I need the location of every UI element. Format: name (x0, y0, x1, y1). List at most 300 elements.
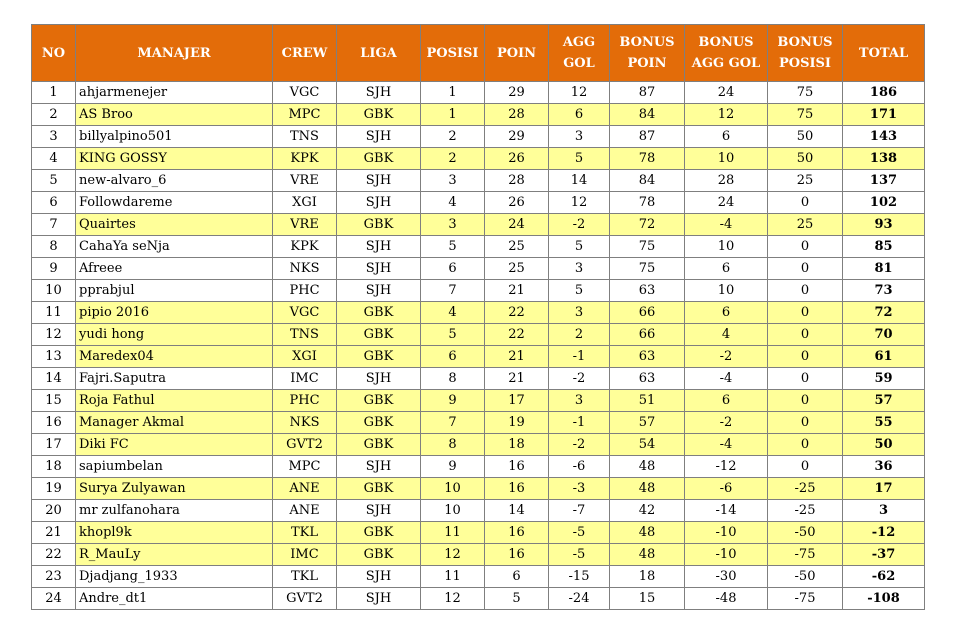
cell-posisi: 1 (421, 104, 485, 126)
header-manajer: MANAJER (76, 25, 273, 82)
cell-total: 73 (843, 280, 925, 302)
cell-bonus-agg-gol: 6 (685, 258, 768, 280)
cell-no: 21 (32, 522, 76, 544)
table-row (32, 544, 925, 566)
cell-agg-gol: -2 (549, 434, 610, 456)
header-total: TOTAL (843, 25, 925, 82)
cell-manajer: mr zulfanohara (76, 500, 273, 522)
cell-total: 57 (843, 390, 925, 412)
cell-total: 137 (843, 170, 925, 192)
table-row (32, 478, 925, 500)
cell-bonus-agg-gol: 24 (685, 82, 768, 104)
cell-agg-gol: 5 (549, 236, 610, 258)
cell-manajer: Roja Fathul (76, 390, 273, 412)
cell-poin: 21 (485, 346, 549, 368)
cell-crew: VGC (273, 82, 337, 104)
cell-total: 171 (843, 104, 925, 126)
cell-no: 1 (32, 82, 76, 104)
cell-agg-gol: 12 (549, 82, 610, 104)
cell-bonus-poin: 78 (610, 192, 685, 214)
cell-agg-gol: -2 (549, 368, 610, 390)
cell-bonus-poin: 63 (610, 280, 685, 302)
cell-liga: GBK (337, 544, 421, 566)
cell-no: 13 (32, 346, 76, 368)
table-row (32, 346, 925, 368)
cell-bonus-posisi: 0 (768, 346, 843, 368)
cell-posisi: 7 (421, 280, 485, 302)
header-posisi: POSISI (421, 25, 485, 82)
table-row (32, 82, 925, 104)
cell-liga: GBK (337, 412, 421, 434)
cell-crew: TNS (273, 126, 337, 148)
cell-liga: SJH (337, 192, 421, 214)
cell-liga: GBK (337, 434, 421, 456)
cell-liga: SJH (337, 126, 421, 148)
cell-poin: 16 (485, 478, 549, 500)
cell-agg-gol: 6 (549, 104, 610, 126)
cell-bonus-agg-gol: -10 (685, 544, 768, 566)
header-liga: LIGA (337, 25, 421, 82)
cell-poin: 26 (485, 148, 549, 170)
cell-manajer: Andre_dt1 (76, 588, 273, 610)
cell-bonus-poin: 78 (610, 148, 685, 170)
cell-bonus-posisi: 0 (768, 302, 843, 324)
cell-agg-gol: -3 (549, 478, 610, 500)
cell-agg-gol: 3 (549, 258, 610, 280)
cell-poin: 29 (485, 82, 549, 104)
cell-bonus-poin: 48 (610, 478, 685, 500)
cell-manajer: new-alvaro_6 (76, 170, 273, 192)
cell-bonus-poin: 48 (610, 522, 685, 544)
cell-total: 55 (843, 412, 925, 434)
cell-poin: 6 (485, 566, 549, 588)
cell-crew: GVT2 (273, 434, 337, 456)
cell-poin: 26 (485, 192, 549, 214)
cell-bonus-posisi: 0 (768, 412, 843, 434)
table-row (32, 236, 925, 258)
header-crew: CREW (273, 25, 337, 82)
cell-manajer: pprabjul (76, 280, 273, 302)
cell-bonus-posisi: -75 (768, 544, 843, 566)
cell-bonus-posisi: -50 (768, 566, 843, 588)
cell-liga: SJH (337, 258, 421, 280)
cell-bonus-posisi: -50 (768, 522, 843, 544)
cell-bonus-posisi: 0 (768, 236, 843, 258)
cell-no: 6 (32, 192, 76, 214)
cell-agg-gol: -5 (549, 544, 610, 566)
cell-crew: TKL (273, 566, 337, 588)
table-row (32, 500, 925, 522)
cell-poin: 21 (485, 368, 549, 390)
cell-posisi: 5 (421, 324, 485, 346)
cell-posisi: 5 (421, 236, 485, 258)
cell-liga: GBK (337, 324, 421, 346)
cell-agg-gol: -1 (549, 346, 610, 368)
cell-total: 36 (843, 456, 925, 478)
cell-poin: 17 (485, 390, 549, 412)
cell-posisi: 6 (421, 258, 485, 280)
cell-crew: KPK (273, 148, 337, 170)
cell-liga: SJH (337, 566, 421, 588)
header-no: NO (32, 25, 76, 82)
table-row (32, 214, 925, 236)
cell-bonus-agg-gol: -2 (685, 346, 768, 368)
cell-agg-gol: -1 (549, 412, 610, 434)
cell-bonus-poin: 75 (610, 236, 685, 258)
cell-manajer: Followdareme (76, 192, 273, 214)
cell-agg-gol: 14 (549, 170, 610, 192)
cell-crew: ANE (273, 478, 337, 500)
cell-bonus-posisi: 25 (768, 214, 843, 236)
cell-posisi: 11 (421, 522, 485, 544)
cell-crew: MPC (273, 456, 337, 478)
cell-total: 50 (843, 434, 925, 456)
cell-manajer: Diki FC (76, 434, 273, 456)
cell-bonus-posisi: 0 (768, 390, 843, 412)
cell-liga: SJH (337, 82, 421, 104)
table-row (32, 324, 925, 346)
cell-total: 93 (843, 214, 925, 236)
cell-no: 5 (32, 170, 76, 192)
cell-bonus-agg-gol: -48 (685, 588, 768, 610)
cell-poin: 22 (485, 302, 549, 324)
cell-poin: 29 (485, 126, 549, 148)
cell-agg-gol: 12 (549, 192, 610, 214)
cell-poin: 19 (485, 412, 549, 434)
cell-total: 138 (843, 148, 925, 170)
table-row (32, 126, 925, 148)
cell-manajer: Manager Akmal (76, 412, 273, 434)
cell-no: 17 (32, 434, 76, 456)
cell-no: 8 (32, 236, 76, 258)
cell-bonus-posisi: 0 (768, 258, 843, 280)
cell-bonus-posisi: 0 (768, 456, 843, 478)
cell-posisi: 11 (421, 566, 485, 588)
table-body (32, 82, 925, 610)
header-poin: POIN (485, 25, 549, 82)
cell-bonus-poin: 66 (610, 324, 685, 346)
cell-bonus-agg-gol: -4 (685, 368, 768, 390)
cell-poin: 21 (485, 280, 549, 302)
cell-poin: 16 (485, 544, 549, 566)
cell-agg-gol: 3 (549, 390, 610, 412)
cell-bonus-posisi: 0 (768, 434, 843, 456)
table-row (32, 192, 925, 214)
cell-no: 16 (32, 412, 76, 434)
cell-total: 143 (843, 126, 925, 148)
table-row (32, 148, 925, 170)
cell-bonus-agg-gol: 12 (685, 104, 768, 126)
cell-crew: NKS (273, 412, 337, 434)
cell-total: 72 (843, 302, 925, 324)
cell-posisi: 3 (421, 170, 485, 192)
standings-table (31, 24, 925, 610)
cell-agg-gol: 5 (549, 280, 610, 302)
cell-bonus-poin: 57 (610, 412, 685, 434)
cell-bonus-agg-gol: -6 (685, 478, 768, 500)
cell-liga: GBK (337, 522, 421, 544)
cell-no: 9 (32, 258, 76, 280)
cell-manajer: Quairtes (76, 214, 273, 236)
table-row (32, 390, 925, 412)
cell-posisi: 9 (421, 456, 485, 478)
cell-liga: GBK (337, 148, 421, 170)
cell-crew: XGI (273, 346, 337, 368)
table-row (32, 302, 925, 324)
cell-bonus-posisi: 25 (768, 170, 843, 192)
cell-crew: VRE (273, 170, 337, 192)
cell-total: -37 (843, 544, 925, 566)
cell-bonus-agg-gol: -2 (685, 412, 768, 434)
cell-bonus-agg-gol: 6 (685, 390, 768, 412)
cell-poin: 14 (485, 500, 549, 522)
cell-agg-gol: 3 (549, 302, 610, 324)
cell-liga: GBK (337, 302, 421, 324)
cell-bonus-agg-gol: 4 (685, 324, 768, 346)
cell-crew: KPK (273, 236, 337, 258)
cell-bonus-posisi: 0 (768, 280, 843, 302)
cell-crew: NKS (273, 258, 337, 280)
cell-bonus-agg-gol: -4 (685, 214, 768, 236)
cell-liga: GBK (337, 390, 421, 412)
cell-total: 81 (843, 258, 925, 280)
cell-agg-gol: -5 (549, 522, 610, 544)
table-row (32, 280, 925, 302)
cell-posisi: 2 (421, 126, 485, 148)
cell-liga: SJH (337, 368, 421, 390)
cell-bonus-agg-gol: 10 (685, 148, 768, 170)
cell-crew: GVT2 (273, 588, 337, 610)
cell-bonus-poin: 75 (610, 258, 685, 280)
cell-bonus-posisi: -25 (768, 478, 843, 500)
cell-manajer: sapiumbelan (76, 456, 273, 478)
cell-no: 7 (32, 214, 76, 236)
cell-no: 2 (32, 104, 76, 126)
cell-bonus-agg-gol: -12 (685, 456, 768, 478)
cell-poin: 25 (485, 258, 549, 280)
cell-total: 102 (843, 192, 925, 214)
table-row (32, 456, 925, 478)
cell-manajer: Djadjang_1933 (76, 566, 273, 588)
cell-poin: 28 (485, 104, 549, 126)
cell-bonus-poin: 54 (610, 434, 685, 456)
header-bonus-agg-gol: BONUS AGG GOL (685, 25, 768, 82)
cell-crew: TKL (273, 522, 337, 544)
cell-no: 24 (32, 588, 76, 610)
cell-total: -62 (843, 566, 925, 588)
cell-agg-gol: 5 (549, 148, 610, 170)
cell-liga: GBK (337, 346, 421, 368)
cell-manajer: khopl9k (76, 522, 273, 544)
cell-no: 20 (32, 500, 76, 522)
cell-bonus-poin: 42 (610, 500, 685, 522)
cell-bonus-poin: 87 (610, 82, 685, 104)
cell-total: 3 (843, 500, 925, 522)
cell-poin: 18 (485, 434, 549, 456)
cell-manajer: AS Broo (76, 104, 273, 126)
cell-bonus-agg-gol: -4 (685, 434, 768, 456)
cell-agg-gol: -24 (549, 588, 610, 610)
cell-crew: ANE (273, 500, 337, 522)
cell-posisi: 9 (421, 390, 485, 412)
table-row (32, 170, 925, 192)
cell-posisi: 8 (421, 434, 485, 456)
cell-bonus-poin: 48 (610, 456, 685, 478)
header-bonus-poin: BONUS POIN (610, 25, 685, 82)
cell-total: 61 (843, 346, 925, 368)
cell-no: 22 (32, 544, 76, 566)
cell-manajer: Afreee (76, 258, 273, 280)
table-row (32, 588, 925, 610)
cell-total: 85 (843, 236, 925, 258)
cell-poin: 28 (485, 170, 549, 192)
cell-bonus-poin: 18 (610, 566, 685, 588)
cell-poin: 16 (485, 456, 549, 478)
cell-crew: TNS (273, 324, 337, 346)
cell-crew: VGC (273, 302, 337, 324)
table-row (32, 412, 925, 434)
cell-posisi: 2 (421, 148, 485, 170)
table-row (32, 258, 925, 280)
cell-bonus-posisi: 75 (768, 82, 843, 104)
cell-bonus-agg-gol: 24 (685, 192, 768, 214)
table-row (32, 368, 925, 390)
cell-manajer: Fajri.Saputra (76, 368, 273, 390)
cell-posisi: 10 (421, 478, 485, 500)
cell-bonus-poin: 84 (610, 170, 685, 192)
cell-no: 18 (32, 456, 76, 478)
cell-bonus-agg-gol: 6 (685, 302, 768, 324)
table-row (32, 434, 925, 456)
cell-bonus-agg-gol: 10 (685, 280, 768, 302)
cell-posisi: 10 (421, 500, 485, 522)
cell-no: 19 (32, 478, 76, 500)
cell-posisi: 12 (421, 588, 485, 610)
cell-bonus-posisi: 75 (768, 104, 843, 126)
cell-bonus-poin: 87 (610, 126, 685, 148)
cell-no: 10 (32, 280, 76, 302)
cell-total: 70 (843, 324, 925, 346)
table-row (32, 522, 925, 544)
cell-liga: GBK (337, 214, 421, 236)
cell-posisi: 1 (421, 82, 485, 104)
cell-bonus-agg-gol: 10 (685, 236, 768, 258)
cell-manajer: ahjarmenejer (76, 82, 273, 104)
cell-posisi: 7 (421, 412, 485, 434)
cell-bonus-poin: 72 (610, 214, 685, 236)
cell-manajer: CahaYa seNja (76, 236, 273, 258)
cell-posisi: 4 (421, 192, 485, 214)
cell-bonus-poin: 63 (610, 346, 685, 368)
cell-bonus-agg-gol: 6 (685, 126, 768, 148)
cell-no: 11 (32, 302, 76, 324)
cell-bonus-poin: 15 (610, 588, 685, 610)
cell-bonus-posisi: -25 (768, 500, 843, 522)
cell-bonus-agg-gol: -30 (685, 566, 768, 588)
cell-total: 17 (843, 478, 925, 500)
cell-agg-gol: -6 (549, 456, 610, 478)
cell-bonus-poin: 63 (610, 368, 685, 390)
header-bonus-posisi: BONUS POSISI (768, 25, 843, 82)
cell-agg-gol: -7 (549, 500, 610, 522)
cell-no: 14 (32, 368, 76, 390)
cell-manajer: yudi hong (76, 324, 273, 346)
cell-bonus-poin: 66 (610, 302, 685, 324)
cell-crew: VRE (273, 214, 337, 236)
cell-agg-gol: 3 (549, 126, 610, 148)
cell-bonus-posisi: 50 (768, 126, 843, 148)
cell-bonus-agg-gol: -14 (685, 500, 768, 522)
cell-manajer: billyalpino501 (76, 126, 273, 148)
cell-no: 15 (32, 390, 76, 412)
cell-bonus-posisi: 0 (768, 324, 843, 346)
cell-liga: SJH (337, 456, 421, 478)
cell-poin: 22 (485, 324, 549, 346)
cell-total: 59 (843, 368, 925, 390)
cell-crew: PHC (273, 280, 337, 302)
cell-manajer: pipio 2016 (76, 302, 273, 324)
cell-posisi: 4 (421, 302, 485, 324)
cell-poin: 16 (485, 522, 549, 544)
cell-crew: PHC (273, 390, 337, 412)
cell-agg-gol: 2 (549, 324, 610, 346)
cell-no: 23 (32, 566, 76, 588)
cell-bonus-agg-gol: 28 (685, 170, 768, 192)
cell-manajer: Maredex04 (76, 346, 273, 368)
cell-bonus-agg-gol: -10 (685, 522, 768, 544)
cell-crew: IMC (273, 544, 337, 566)
cell-crew: MPC (273, 104, 337, 126)
cell-liga: GBK (337, 478, 421, 500)
cell-total: -12 (843, 522, 925, 544)
table-row (32, 104, 925, 126)
cell-poin: 5 (485, 588, 549, 610)
cell-liga: SJH (337, 500, 421, 522)
cell-liga: SJH (337, 280, 421, 302)
cell-posisi: 3 (421, 214, 485, 236)
cell-crew: XGI (273, 192, 337, 214)
cell-no: 12 (32, 324, 76, 346)
header-agg-gol: AGG GOL (549, 25, 610, 82)
cell-no: 3 (32, 126, 76, 148)
cell-posisi: 8 (421, 368, 485, 390)
table-row (32, 566, 925, 588)
cell-liga: SJH (337, 588, 421, 610)
cell-bonus-poin: 51 (610, 390, 685, 412)
cell-no: 4 (32, 148, 76, 170)
cell-bonus-posisi: -75 (768, 588, 843, 610)
cell-total: 186 (843, 82, 925, 104)
cell-agg-gol: -15 (549, 566, 610, 588)
cell-liga: SJH (337, 236, 421, 258)
cell-total: -108 (843, 588, 925, 610)
cell-posisi: 6 (421, 346, 485, 368)
cell-manajer: R_MauLy (76, 544, 273, 566)
cell-agg-gol: -2 (549, 214, 610, 236)
cell-bonus-poin: 48 (610, 544, 685, 566)
cell-bonus-posisi: 50 (768, 148, 843, 170)
cell-poin: 25 (485, 236, 549, 258)
cell-manajer: KING GOSSY (76, 148, 273, 170)
cell-bonus-posisi: 0 (768, 192, 843, 214)
header-row (32, 25, 925, 82)
cell-bonus-poin: 84 (610, 104, 685, 126)
cell-liga: GBK (337, 104, 421, 126)
cell-crew: IMC (273, 368, 337, 390)
cell-bonus-posisi: 0 (768, 368, 843, 390)
cell-manajer: Surya Zulyawan (76, 478, 273, 500)
cell-liga: SJH (337, 170, 421, 192)
